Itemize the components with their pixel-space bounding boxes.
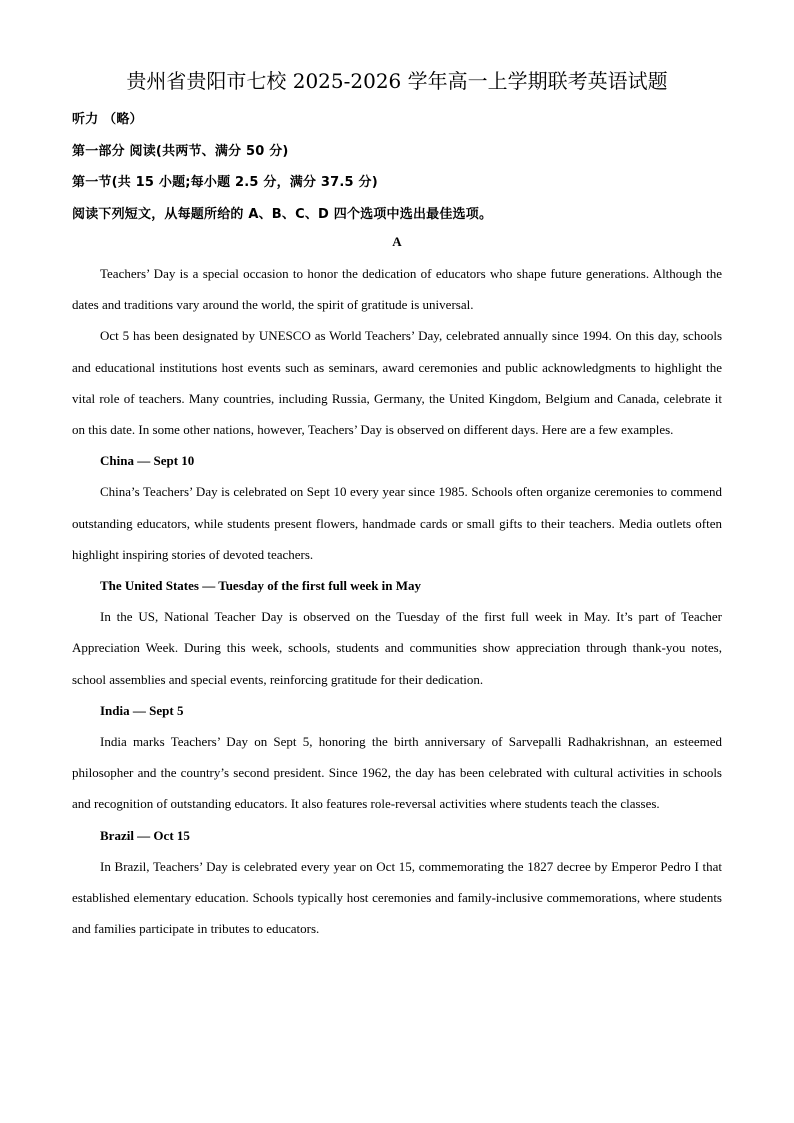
subheading-brazil: Brazil — Oct 15 bbox=[100, 827, 190, 843]
section-one-heading: 第一节(共 15 小题;每小题 2.5 分，满分 37.5 分) bbox=[72, 175, 378, 190]
subheading-india: India — Sept 5 bbox=[100, 702, 184, 718]
subheading-china: China — Sept 10 bbox=[100, 453, 195, 469]
exam-title: 贵州省贵阳市七校 2025-2026 学年高一上学期联考英语试题 bbox=[126, 69, 668, 93]
passage-body bbox=[72, 258, 722, 944]
passage-label: A bbox=[392, 234, 402, 249]
subheading-united-states: The United States — Tuesday of the first full week in May bbox=[100, 578, 422, 594]
paragraph-india: India marks Teachers’ Day on Sept 5, honoring the birth anniversary of Sarvepalli Radhakrishnan, an esteemed philosopher and the country’s second president. Since 1962, the day has been celebrated with cultural activities in schools and recognition of outstanding educators. It also features role-reversal activities where students teach the classes. bbox=[72, 734, 722, 812]
paragraph-brazil: In Brazil, Teachers’ Day is celebrated every year on Oct 15, commemorating the 1827 decree by Emperor Pedro I that established elementary education. Schools typically host ceremonies and family-inclusive commemorations, where students and families participate in tributes to educators. bbox=[72, 858, 722, 937]
paragraph-china: China’s Teachers’ Day is celebrated on Sept 10 every year since 1985. Schools often organize ceremonies to commend outstanding educators, while students present flowers, handmade cards or small gifts to their teachers. Media outlets often highlight inspiring stories of devoted teachers. bbox=[72, 484, 722, 562]
listening-note: 听力 （略） bbox=[72, 112, 143, 127]
part-one-heading: 第一部分 阅读(共两节、满分 50 分) bbox=[72, 144, 289, 159]
paragraph-united-states: In the US, National Teacher Day is observed on the Tuesday of the first full week in May. It’s part of Teacher Appreciation Week. During this week, schools, students and communities show appreciation through thank-you notes, school assemblies and special events, reinforcing gratitude for their dedication. bbox=[72, 609, 722, 687]
reading-instruction: 阅读下列短文，从每题所给的 A、B、C、D 四个选项中选出最佳选项。 bbox=[72, 207, 493, 222]
paragraph-world-teachers-day: Oct 5 has been designated by UNESCO as World Teachers’ Day, celebrated annually since 1994. On this day, schools and educational institutions host events such as seminars, award ceremonies and public acknowledgments to highlight the vital role of teachers. Many countries, including Russia, Germany, the United Kingdom, Belgium and Canada, celebrate it on this date. In some other nations, however, Teachers’ Day is observed on different days. Here are a few examples. bbox=[72, 328, 722, 438]
paragraph-intro: Teachers’ Day is a special occasion to honor the dedication of educators who shape future generations. Although the dates and traditions vary around the world, the spirit of gratitude is universal. bbox=[72, 266, 722, 313]
